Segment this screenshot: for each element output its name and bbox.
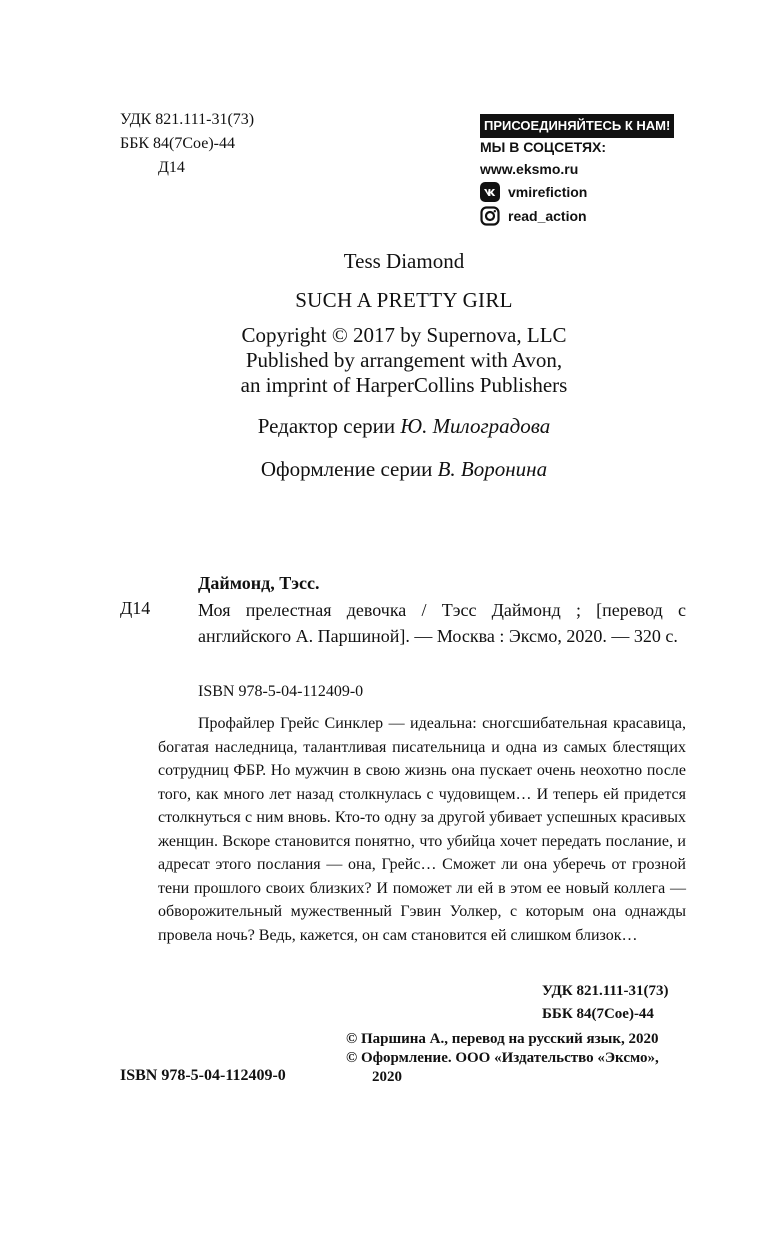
copyright-line: Copyright © 2017 by Supernova, LLC bbox=[241, 323, 567, 347]
copyright-block bbox=[346, 1030, 692, 1087]
classification-block bbox=[120, 108, 254, 180]
isbn-bottom: ISBN 978-5-04-112409-0 bbox=[120, 1067, 286, 1084]
series-design-label: Оформление серии bbox=[260, 457, 438, 481]
original-title: SUCH A PRETTY GIRL bbox=[295, 288, 513, 312]
series-design-name: В. Воронина bbox=[437, 457, 548, 481]
bbk-code-bottom: ББК 84(7Сое)-44 bbox=[542, 1006, 654, 1022]
bibliography-code: Д14 bbox=[120, 598, 151, 618]
bbk-code: ББК 84(7Сое)-44 bbox=[120, 135, 235, 152]
design-copyright: © Оформление. ООО «Издательство «Эксмо», bbox=[346, 1050, 659, 1066]
series-editor bbox=[100, 414, 708, 439]
instagram-handle: read_action bbox=[508, 208, 587, 224]
vk-icon bbox=[480, 182, 500, 202]
bibliography-isbn: ISBN 978-5-04-112409-0 bbox=[198, 683, 364, 700]
publisher-line: Published by arrangement with Avon, bbox=[245, 348, 563, 372]
series-editor-label: Редактор серии bbox=[257, 414, 401, 438]
series-editor-name: Ю. Милоградова bbox=[400, 414, 551, 438]
social-heading: МЫ В СОЦСЕТЯХ: bbox=[480, 139, 607, 155]
vk-handle: vmirefiction bbox=[508, 184, 588, 200]
udk-code-bottom: УДК 821.111-31(73) bbox=[542, 983, 669, 999]
website-link[interactable]: www.eksmo.ru bbox=[480, 161, 579, 177]
design-copyright-year: 2020 bbox=[372, 1069, 402, 1085]
annotation: Профайлер Грейс Синклер — идеальна: сногсшибательная красавица, богатая наследница, талантливая писательница и одна из самых блестящих сотрудниц ФБР. Но мужчин в свою жизнь она пускает очень неохотно после того, как много лет назад столкнулась с чудовищем… И теперь ей придется столкнуться с ним вновь. Кто-то одну за другой убивает успешных красивых женщин. Вскоре становится понятно, что убийца хочет передать послание, и адресат этого послания — она, Грейс… Сможет ли она уберечь от грозной тени прошлого своих близких? И поможет ли ей в этом ее новый коллега — обворожительный мужественный Гэвин Уолкер, с которым она однажды провела ночь? Ведь, кажется, он сам становится ей слишком близок… bbox=[158, 715, 686, 944]
codes-right bbox=[542, 980, 669, 1026]
instagram-row[interactable] bbox=[480, 204, 700, 228]
series-design bbox=[100, 457, 708, 482]
udk-code: УДК 821.111-31(73) bbox=[120, 111, 255, 128]
join-banner: ПРИСОЕДИНЯЙТЕСЬ К НАМ! bbox=[480, 114, 674, 138]
bibliography-heading: Даймонд, Тэсс. bbox=[198, 573, 320, 593]
instagram-icon bbox=[480, 206, 500, 226]
social-block bbox=[480, 114, 700, 228]
author-code: Д14 bbox=[158, 159, 185, 176]
imprint-line: an imprint of HarperCollins Publishers bbox=[240, 373, 568, 397]
bibliography-entry: Моя прелестная девочка / Тэсс Даймонд ; [перевод с английского А. Паршиной]. — Москва : Эксмо, 2020. — 320 с. bbox=[198, 600, 686, 646]
original-copyright bbox=[100, 323, 708, 398]
original-author: Tess Diamond bbox=[343, 249, 465, 273]
translation-copyright: © Паршина А., перевод на русский язык, 2020 bbox=[346, 1031, 659, 1047]
vk-row[interactable] bbox=[480, 180, 700, 204]
